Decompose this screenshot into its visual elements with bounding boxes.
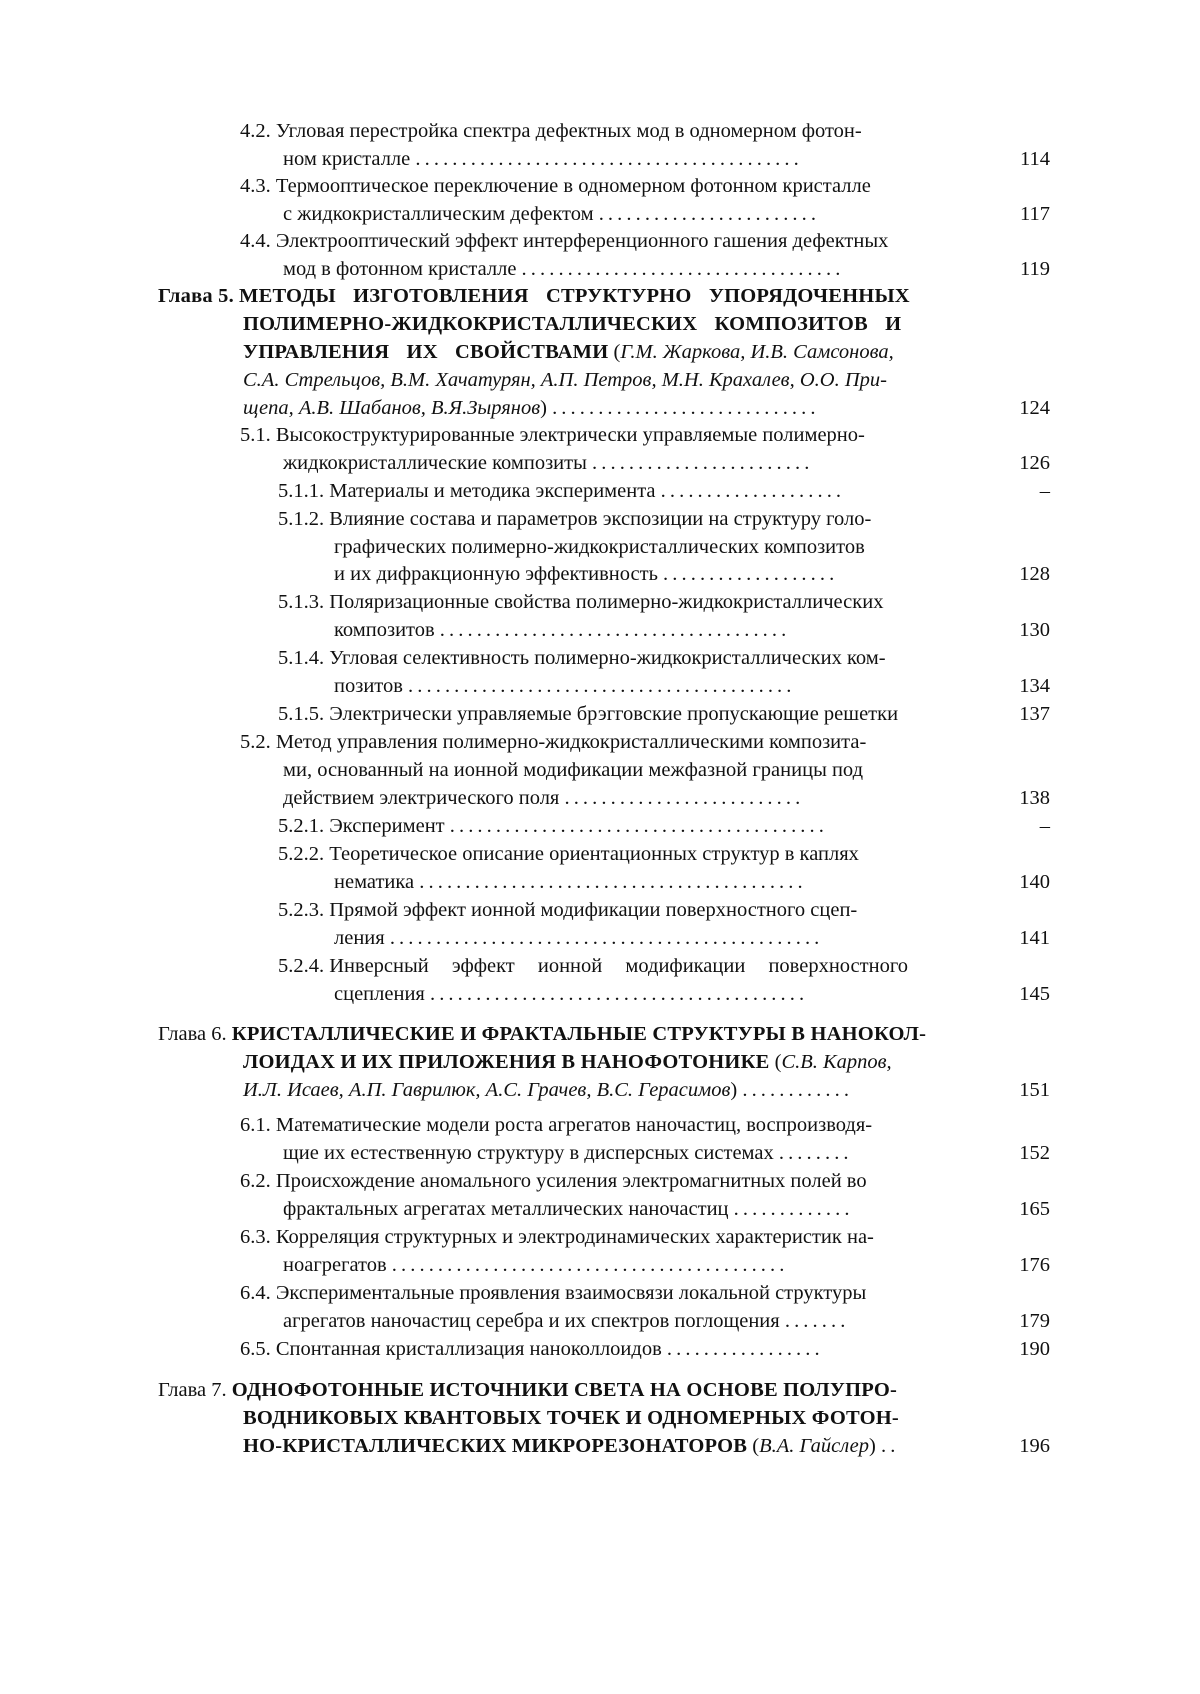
- toc-title-line: ления: [334, 927, 385, 949]
- chapter-title-cont: НО-КРИСТАЛЛИЧЕСКИХ МИКРОРЕЗОНАТОРОВ (В.А. Гайслер) ..: [243, 1435, 900, 1457]
- chapter-authors-line: щепа, А.В. Шабанов, В.Я.Зырянов: [243, 397, 541, 419]
- toc-title: Корреляция структурных и электродинамических характеристик на-: [275, 1226, 874, 1248]
- leader-dots: ....................: [660, 480, 846, 502]
- toc-title: Теоретическое описание ориентационных структур в каплях: [329, 843, 859, 865]
- chapter-authors-line: И.Л. Исаев, А.П. Гаврилюк, А.С. Грачев, В.С. Герасимов: [243, 1079, 731, 1101]
- leader-dots: ..........................: [564, 787, 805, 809]
- toc-title-cont: [334, 981, 808, 1007]
- leader-dots: .........................................: [449, 815, 828, 837]
- toc-title-line: с жидкокристаллическим дефектом: [283, 203, 594, 225]
- toc-entry-5-1-4: [278, 645, 886, 671]
- page-number: 190: [1019, 1338, 1050, 1360]
- chapter-authors-line: С.А. Стрельцов, В.М. Хачатурян, А.П. Петров, М.Н. Крахалев, О.О. При-: [243, 369, 887, 391]
- chapter-title-line: УПРАВЛЕНИЯ ИХ СВОЙСТВАМИ: [243, 341, 609, 363]
- leader-dots: ..........................................: [415, 148, 803, 170]
- toc-entry-6-4: [240, 1280, 866, 1306]
- chapter-5-heading: [158, 283, 910, 309]
- page-number: 126: [1019, 452, 1050, 474]
- chapter-title-line: ПОЛИМЕРНО-ЖИДКОКРИСТАЛЛИЧЕСКИХ КОМПОЗИТОВ И: [243, 313, 902, 335]
- chapter-title-cont: УПРАВЛЕНИЯ ИХ СВОЙСТВАМИ (Г.М. Жаркова, И.В. Самсонова,: [243, 341, 894, 363]
- chapter-title: КРИСТАЛЛИЧЕСКИЕ И ФРАКТАЛЬНЫЕ СТРУКТУРЫ В НАНОКОЛ-: [231, 1023, 927, 1045]
- chapter-title-line: ЛОИДАХ И ИХ ПРИЛОЖЕНИЯ В НАНОФОТОНИКЕ: [243, 1051, 770, 1073]
- leader-dots: .................: [666, 1338, 824, 1360]
- leader-dots: ..........................................: [419, 871, 807, 893]
- toc-entry-5-2-3: [278, 897, 857, 923]
- toc-number: 5.2.1.: [278, 815, 325, 837]
- page-number: 128: [1019, 563, 1050, 585]
- toc-title-line: нематика: [334, 871, 415, 893]
- leader-dots: .......: [784, 1310, 850, 1332]
- chapter-7-heading: [158, 1377, 897, 1403]
- toc-number: 4.2.: [240, 120, 271, 142]
- toc-entry-4-4: [240, 228, 888, 254]
- toc-number: 4.3.: [240, 175, 271, 197]
- toc-title-line: ном кристалле: [283, 148, 411, 170]
- chapter-authors-cont: И.Л. Исаев, А.П. Гаврилюк, А.С. Грачев, В.С. Герасимов) ............: [243, 1079, 854, 1101]
- toc-title-line: ноагрегатов: [283, 1254, 387, 1276]
- toc-title-cont: [283, 785, 804, 811]
- toc-number: 5.1.1.: [278, 480, 325, 502]
- toc-title-cont: [334, 869, 807, 895]
- toc-title: Высокоструктурированные электрически управляемые полимерно-: [275, 424, 865, 446]
- toc-title-cont: [334, 925, 823, 951]
- chapter-title-cont: [243, 311, 901, 337]
- page-number: 119: [1020, 258, 1050, 280]
- page-number: 134: [1019, 675, 1050, 697]
- toc-entry-5-1-3: [278, 589, 883, 615]
- leader-dots: ..........................................: [408, 675, 796, 697]
- toc-number: 5.2.4.: [278, 955, 325, 977]
- toc-title: Происхождение аномального усиления электромагнитных полей во: [275, 1170, 867, 1192]
- toc-number: 5.1.3.: [278, 591, 325, 613]
- toc-title-cont: [283, 201, 820, 227]
- toc-title: Угловая перестройка спектра дефектных мод в одномерном фотон-: [275, 120, 862, 142]
- toc-title-cont: [334, 534, 865, 560]
- toc-title-line: жидкокристаллические композиты: [283, 452, 587, 474]
- toc-title-line: фрактальных агрегатах металлических наночастиц: [283, 1198, 729, 1220]
- toc-title-cont: [283, 1252, 788, 1278]
- toc-title-line: графических полимерно-жидкокристаллических композитов: [334, 536, 865, 558]
- chapter-title-line: НО-КРИСТАЛЛИЧЕСКИХ МИКРОРЕЗОНАТОРОВ: [243, 1435, 748, 1457]
- chapter-authors: Г.М. Жаркова, И.В. Самсонова,: [620, 341, 894, 363]
- toc-number: 6.2.: [240, 1170, 271, 1192]
- leader-dots: .............................: [552, 397, 820, 419]
- leader-dots: ..: [880, 1435, 900, 1457]
- leader-dots: ........: [778, 1142, 853, 1164]
- leader-dots: ............: [742, 1079, 854, 1101]
- toc-title: Эксперимент: [329, 815, 445, 837]
- chapter-title: ОДНОФОТОННЫЕ ИСТОЧНИКИ СВЕТА НА ОСНОВЕ ПОЛУПРО-: [231, 1379, 898, 1401]
- toc-number: 6.1.: [240, 1114, 271, 1136]
- toc-entry-5-2-1: [278, 813, 828, 839]
- toc-entry-5-2-4: [278, 953, 908, 979]
- toc-title: Метод управления полимерно-жидкокристаллическими композита-: [275, 731, 867, 753]
- toc-title: Математические модели роста агрегатов наночастиц, воспроизводя-: [275, 1114, 873, 1136]
- toc-title: Термооптическое переключение в одномерном фотонном кристалле: [275, 175, 871, 197]
- toc-title-line: сцепления: [334, 983, 425, 1005]
- chapter-authors-cont: щепа, А.В. Шабанов, В.Я.Зырянов) .............................: [243, 397, 820, 419]
- leader-dots: .........................................: [429, 983, 809, 1005]
- chapter-title-line: ВОДНИКОВЫХ КВАНТОВЫХ ТОЧЕК И ОДНОМЕРНЫХ ФОТОН-: [243, 1407, 899, 1429]
- toc-title: Электрически управляемые брэгговские пропускающие решетки: [329, 703, 899, 725]
- toc-entry-4-3: [240, 173, 871, 199]
- toc-entry-6-3: [240, 1224, 874, 1250]
- toc-title: Влияние состава и параметров экспозиции на структуру голо-: [329, 508, 872, 530]
- toc-title-cont: [334, 617, 790, 643]
- toc-entry-5-2-2: [278, 841, 859, 867]
- toc-title-cont: [283, 1140, 853, 1166]
- toc-entry-5-1: [240, 422, 865, 448]
- chapter-authors: С.В. Карпов,: [781, 1051, 892, 1073]
- toc-title-line: ми, основанный на ионной модификации межфазной границы под: [283, 759, 864, 781]
- toc-title-cont: [283, 1196, 854, 1222]
- chapter-title-cont: ЛОИДАХ И ИХ ПРИЛОЖЕНИЯ В НАНОФОТОНИКЕ (С.В. Карпов,: [243, 1051, 892, 1073]
- toc-title-line: щие их естественную структуру в дисперсных системах: [283, 1142, 774, 1164]
- page-number: 117: [1020, 203, 1050, 225]
- page-number: 179: [1019, 1310, 1050, 1332]
- page-number: 151: [1019, 1079, 1050, 1101]
- page-number: 138: [1019, 787, 1050, 809]
- toc-title-cont: [283, 450, 813, 476]
- leader-dots: ......................................: [439, 619, 791, 641]
- page-number: 140: [1019, 871, 1050, 893]
- page-number: 130: [1019, 619, 1050, 641]
- toc-title-cont: [283, 757, 863, 783]
- toc-title: Угловая селективность полимерно-жидкокристаллических ком-: [329, 647, 886, 669]
- leader-dots: .............: [733, 1198, 854, 1220]
- toc-title: Электрооптический эффект интерференционного гашения дефектных: [275, 230, 889, 252]
- page-number: 145: [1019, 983, 1050, 1005]
- toc-entry-5-1-5: [278, 701, 898, 727]
- toc-number: 6.4.: [240, 1282, 271, 1304]
- toc-number: 4.4.: [240, 230, 271, 252]
- toc-title-line: агрегатов наночастиц серебра и их спектров поглощения: [283, 1310, 780, 1332]
- toc-number: 5.2.2.: [278, 843, 325, 865]
- toc-title-cont: [283, 1308, 849, 1334]
- page-number: 137: [1019, 703, 1050, 725]
- toc-title: Прямой эффект ионной модификации поверхностного сцеп-: [329, 899, 858, 921]
- toc-number: 6.5.: [240, 1338, 271, 1360]
- toc-entry-5-2: [240, 729, 866, 755]
- toc-number: 5.1.2.: [278, 508, 325, 530]
- toc-title-cont: [283, 256, 844, 282]
- toc-number: 5.1.4.: [278, 647, 325, 669]
- toc-number: 5.2.: [240, 731, 271, 753]
- chapter-title: МЕТОДЫ ИЗГОТОВЛЕНИЯ СТРУКТУРНО УПОРЯДОЧЕННЫХ: [239, 285, 910, 307]
- chapter-label: Глава 7.: [158, 1379, 227, 1401]
- toc-title: Инверсный эффект ионной модификации поверхностного: [329, 955, 908, 977]
- leader-dots: ...............................................: [389, 927, 824, 949]
- toc-title: Экспериментальные проявления взаимосвязи локальной структуры: [275, 1282, 867, 1304]
- chapter-title-cont: [243, 1405, 899, 1431]
- page-number: 196: [1019, 1435, 1050, 1457]
- page-number: 176: [1019, 1254, 1050, 1276]
- toc-entry-5-1-2: [278, 506, 871, 532]
- page-number: 141: [1019, 927, 1050, 949]
- page-number: –: [1039, 815, 1050, 837]
- toc-entry-4-2: [240, 118, 862, 144]
- leader-dots: ...................: [663, 563, 839, 585]
- toc-entry-6-5: [240, 1336, 824, 1362]
- toc-title-cont: [334, 561, 838, 587]
- leader-dots: ...................................: [521, 258, 845, 280]
- toc-number: 6.3.: [240, 1226, 271, 1248]
- page-number: –: [1039, 480, 1050, 502]
- toc-entry-6-1: [240, 1112, 872, 1138]
- toc-title-line: позитов: [334, 675, 403, 697]
- leader-dots: ........................: [592, 452, 814, 474]
- chapter-label: Глава 6.: [158, 1023, 227, 1045]
- chapter-label: Глава 5.: [158, 285, 234, 307]
- toc-title-cont: [283, 146, 803, 172]
- leader-dots: ........................: [598, 203, 821, 225]
- page-number: 124: [1019, 397, 1050, 419]
- leader-dots: ...........................................: [391, 1254, 789, 1276]
- toc-number: 5.2.3.: [278, 899, 325, 921]
- chapter-6-heading: [158, 1021, 926, 1047]
- toc-number: 5.1.5.: [278, 703, 325, 725]
- toc-entry-5-1-1: [278, 478, 845, 504]
- toc-title-line: и их дифракционную эффективность: [334, 563, 658, 585]
- toc-title-line: действием электрического поля: [283, 787, 560, 809]
- toc-title: Поляризационные свойства полимерно-жидкокристаллических: [329, 591, 884, 613]
- page-number: 114: [1020, 148, 1050, 170]
- toc-title-cont: [334, 673, 796, 699]
- page-number: 152: [1019, 1142, 1050, 1164]
- chapter-authors: В.А. Гайслер: [759, 1435, 870, 1457]
- toc-number: 5.1.: [240, 424, 271, 446]
- page-number: 165: [1019, 1198, 1050, 1220]
- toc-title-line: композитов: [334, 619, 435, 641]
- toc-title: Спонтанная кристаллизация наноколлоидов: [275, 1338, 662, 1360]
- toc-title-line: мод в фотонном кристалле: [283, 258, 517, 280]
- toc-entry-6-2: [240, 1168, 867, 1194]
- toc-title: Материалы и методика эксперимента: [329, 480, 656, 502]
- chapter-authors-cont: [243, 367, 887, 393]
